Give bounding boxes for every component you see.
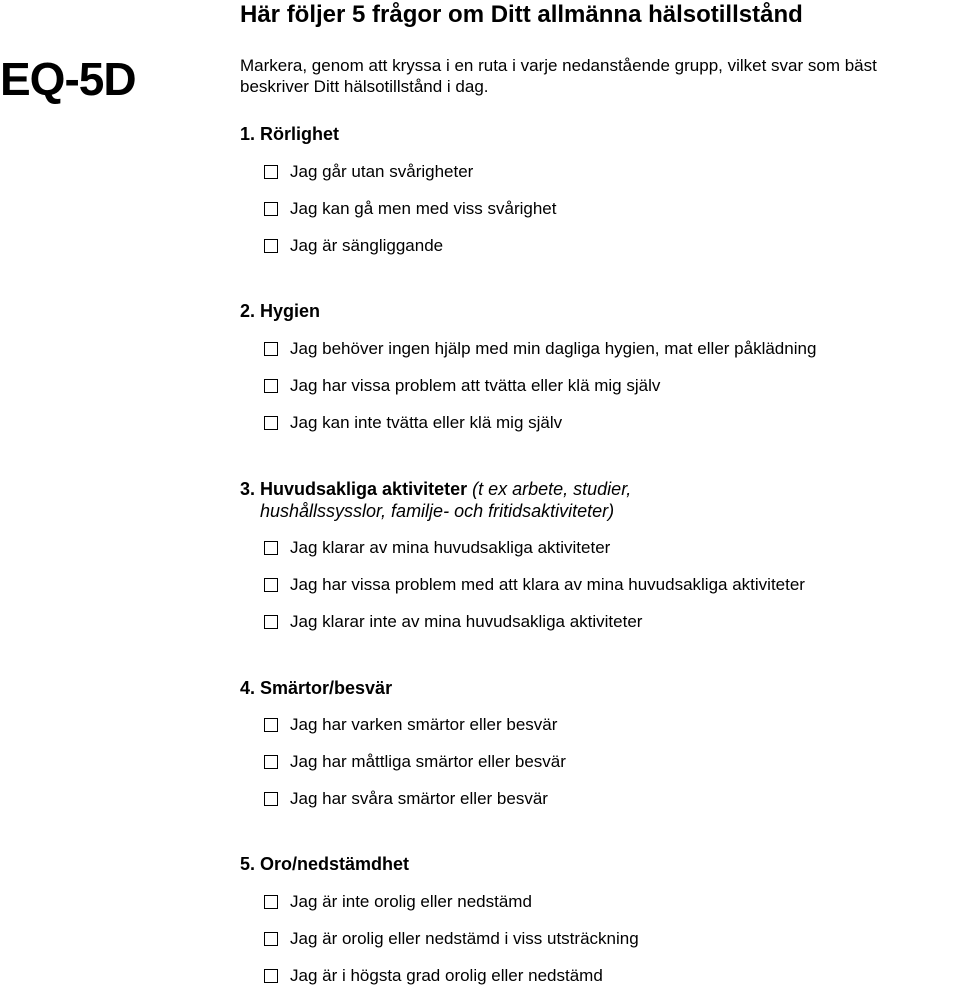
option-label: Jag är orolig eller nedstämd i viss utsträckning (290, 929, 639, 948)
checkbox[interactable] (264, 165, 278, 179)
intro-line-1: Markera, genom att kryssa i en ruta i varje nedanstående grupp, vilket svar som bäst (240, 56, 877, 75)
option-smartor-3[interactable] (264, 788, 548, 810)
option-aktiviteter-3[interactable] (264, 611, 642, 633)
option-label: Jag har vissa problem att tvätta eller klä mig själv (290, 376, 661, 395)
section-title-text: 1. Rörlighet (240, 124, 340, 144)
section-rorlighet (240, 123, 960, 255)
section-note-line-2: hushållssysslor, familje- och fritidsaktiviteter) (260, 501, 615, 521)
option-label: Jag är sängliggande (290, 236, 444, 255)
intro-line-2: beskriver Ditt hälsotillstånd i dag. (240, 77, 489, 96)
checkbox[interactable] (264, 932, 278, 946)
section-title (240, 478, 960, 522)
section-title-text: 2. Hygien (240, 301, 321, 321)
option-oro-1[interactable] (264, 891, 532, 913)
option-label: Jag har vissa problem med att klara av mina huvudsakliga aktiviteter (290, 575, 805, 594)
checkbox[interactable] (264, 379, 278, 393)
option-label: Jag går utan svårigheter (290, 162, 474, 181)
section-title (240, 300, 960, 322)
option-smartor-2[interactable] (264, 751, 566, 773)
section-title-text: 3. Huvudsakliga aktiviteter (240, 479, 468, 499)
checkbox[interactable] (264, 578, 278, 592)
option-label: Jag klarar av mina huvudsakliga aktiviteter (290, 538, 611, 557)
option-smartor-1[interactable] (264, 714, 557, 736)
section-title (240, 853, 960, 875)
page-title: Här följer 5 frågor om Ditt allmänna hälsotillstånd (240, 1, 803, 28)
section-title-text: 4. Smärtor/besvär (240, 678, 393, 698)
checkbox[interactable] (264, 792, 278, 806)
checkbox[interactable] (264, 416, 278, 430)
option-aktiviteter-1[interactable] (264, 537, 610, 559)
option-hygien-3[interactable] (264, 412, 562, 434)
option-label: Jag kan gå men med viss svårighet (290, 199, 557, 218)
option-rorlighet-2[interactable] (264, 198, 556, 220)
intro-text (240, 55, 960, 97)
section-title (240, 677, 960, 699)
option-label: Jag har varken smärtor eller besvär (290, 715, 558, 734)
checkbox[interactable] (264, 895, 278, 909)
option-label: Jag kan inte tvätta eller klä mig själv (290, 413, 563, 432)
option-label: Jag klarar inte av mina huvudsakliga aktiviteter (290, 612, 643, 631)
option-rorlighet-1[interactable] (264, 161, 473, 183)
option-hygien-1[interactable] (264, 338, 816, 360)
option-rorlighet-3[interactable] (264, 235, 443, 257)
option-oro-3[interactable] (264, 965, 603, 987)
checkbox[interactable] (264, 969, 278, 983)
checkbox[interactable] (264, 755, 278, 769)
section-note: (t ex arbete, studier, (472, 479, 632, 499)
checkbox[interactable] (264, 615, 278, 629)
option-label: Jag har måttliga smärtor eller besvär (290, 752, 566, 771)
option-label: Jag behöver ingen hjälp med min dagliga hygien, mat eller påklädning (290, 339, 817, 358)
section-title-text: 5. Oro/nedstämdhet (240, 854, 410, 874)
option-oro-2[interactable] (264, 928, 639, 950)
option-label: Jag är inte orolig eller nedstämd (290, 892, 532, 911)
option-label: Jag är i högsta grad orolig eller nedstämd (290, 966, 603, 985)
checkbox[interactable] (264, 342, 278, 356)
checkbox[interactable] (264, 202, 278, 216)
eq5d-logo: EQ-5D (0, 53, 136, 105)
section-oro (240, 853, 960, 985)
option-aktiviteter-2[interactable] (264, 574, 805, 596)
option-label: Jag har svåra smärtor eller besvär (290, 789, 548, 808)
option-hygien-2[interactable] (264, 375, 660, 397)
checkbox[interactable] (264, 541, 278, 555)
checkbox[interactable] (264, 718, 278, 732)
section-hygien (240, 300, 960, 432)
section-title (240, 123, 960, 145)
section-smartor (240, 677, 960, 808)
section-aktiviteter (240, 478, 960, 631)
checkbox[interactable] (264, 239, 278, 253)
